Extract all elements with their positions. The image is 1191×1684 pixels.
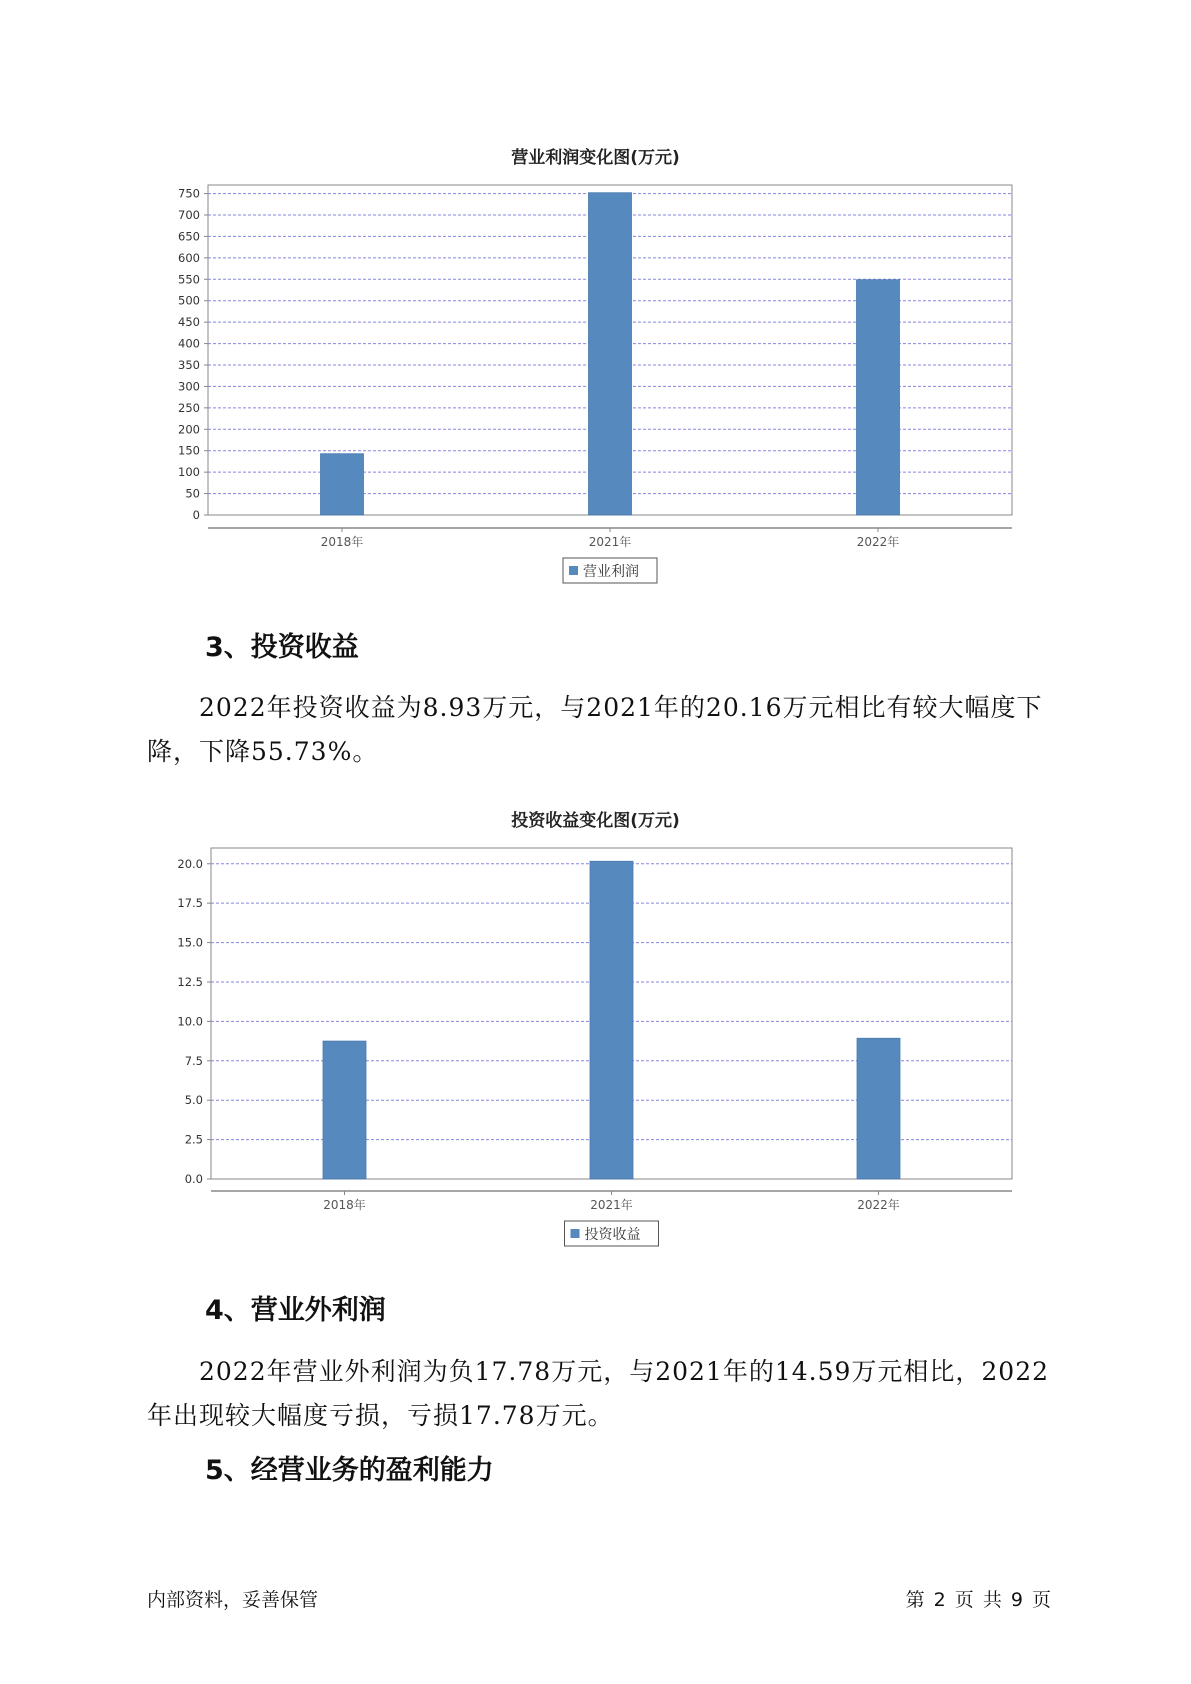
chart2-title: 投资收益变化图(万元) [511,811,680,831]
x-tick-label: 2018年 [320,535,364,549]
section4-heading: 4、营业外利润 [205,1295,386,1326]
y-tick-label: 0.0 [184,1172,203,1186]
bar [323,1041,366,1179]
footer-confidential: 内部资料，妥善保管 [147,1589,319,1611]
y-tick-label: 2.5 [184,1132,203,1147]
section4-paragraph [147,1350,1052,1438]
y-tick-label: 20.0 [177,856,203,871]
y-tick-label: 150 [178,443,200,458]
y-tick-label: 5.0 [184,1093,203,1108]
y-tick-label: 10.0 [177,1014,203,1029]
section5-heading: 5、经营业务的盈利能力 [205,1455,494,1486]
x-tick-label: 2018年 [323,1198,366,1212]
y-tick-label: 15.0 [177,935,203,950]
section4-line2: 年出现较大幅度亏损，亏损17.78万元。 [147,1401,614,1430]
y-tick-label: 350 [178,358,200,372]
section3-line1: 2022年投资收益为8.93万元，与2021年的20.16万元相比有较大幅度下 [199,693,1043,722]
bar [590,861,633,1179]
y-tick-label: 7.5 [184,1053,203,1068]
legend-label: 投资收益 [584,1227,641,1243]
legend-swatch [571,1229,580,1238]
x-tick-label: 2021年 [588,535,632,549]
y-tick-label: 500 [178,293,200,308]
y-tick-label: 750 [178,186,200,201]
bar [857,1038,900,1179]
x-tick-label: 2022年 [856,535,900,549]
section4-line1: 2022年营业外利润为负17.78万元，与2021年的14.59万元相比，2022 [199,1357,1050,1386]
y-tick-label: 12.5 [177,974,203,989]
section3-heading: 3、投资收益 [205,632,359,663]
y-tick-label: 0 [192,508,200,522]
y-tick-label: 600 [178,250,200,265]
y-tick-label: 250 [178,400,200,415]
footer-page-number: 第 2 页 共 9 页 [905,1589,1051,1611]
y-tick-label: 50 [185,486,200,501]
y-tick-label: 450 [178,315,200,330]
y-tick-label: 700 [178,208,200,222]
bar [589,193,632,515]
legend-swatch [569,566,578,575]
y-tick-label: 400 [178,336,200,351]
chart1-title: 营业利润变化图(万元) [511,148,680,168]
bar [321,454,364,515]
x-tick-label: 2021年 [590,1198,633,1212]
investment-income-chart [0,830,1191,1243]
section3-line2: 降，下降55.73%。 [147,737,379,766]
section3-paragraph [147,686,1052,774]
y-tick-label: 300 [178,379,200,394]
y-tick-label: 100 [178,465,200,480]
y-tick-label: 200 [178,422,200,437]
operating-profit-chart [0,120,1191,590]
x-tick-label: 2022年 [857,1198,900,1212]
y-tick-label: 17.5 [177,896,203,911]
y-tick-label: 550 [178,272,200,287]
legend-label: 营业利润 [583,564,639,580]
bar [857,280,900,515]
y-tick-label: 650 [178,229,200,244]
